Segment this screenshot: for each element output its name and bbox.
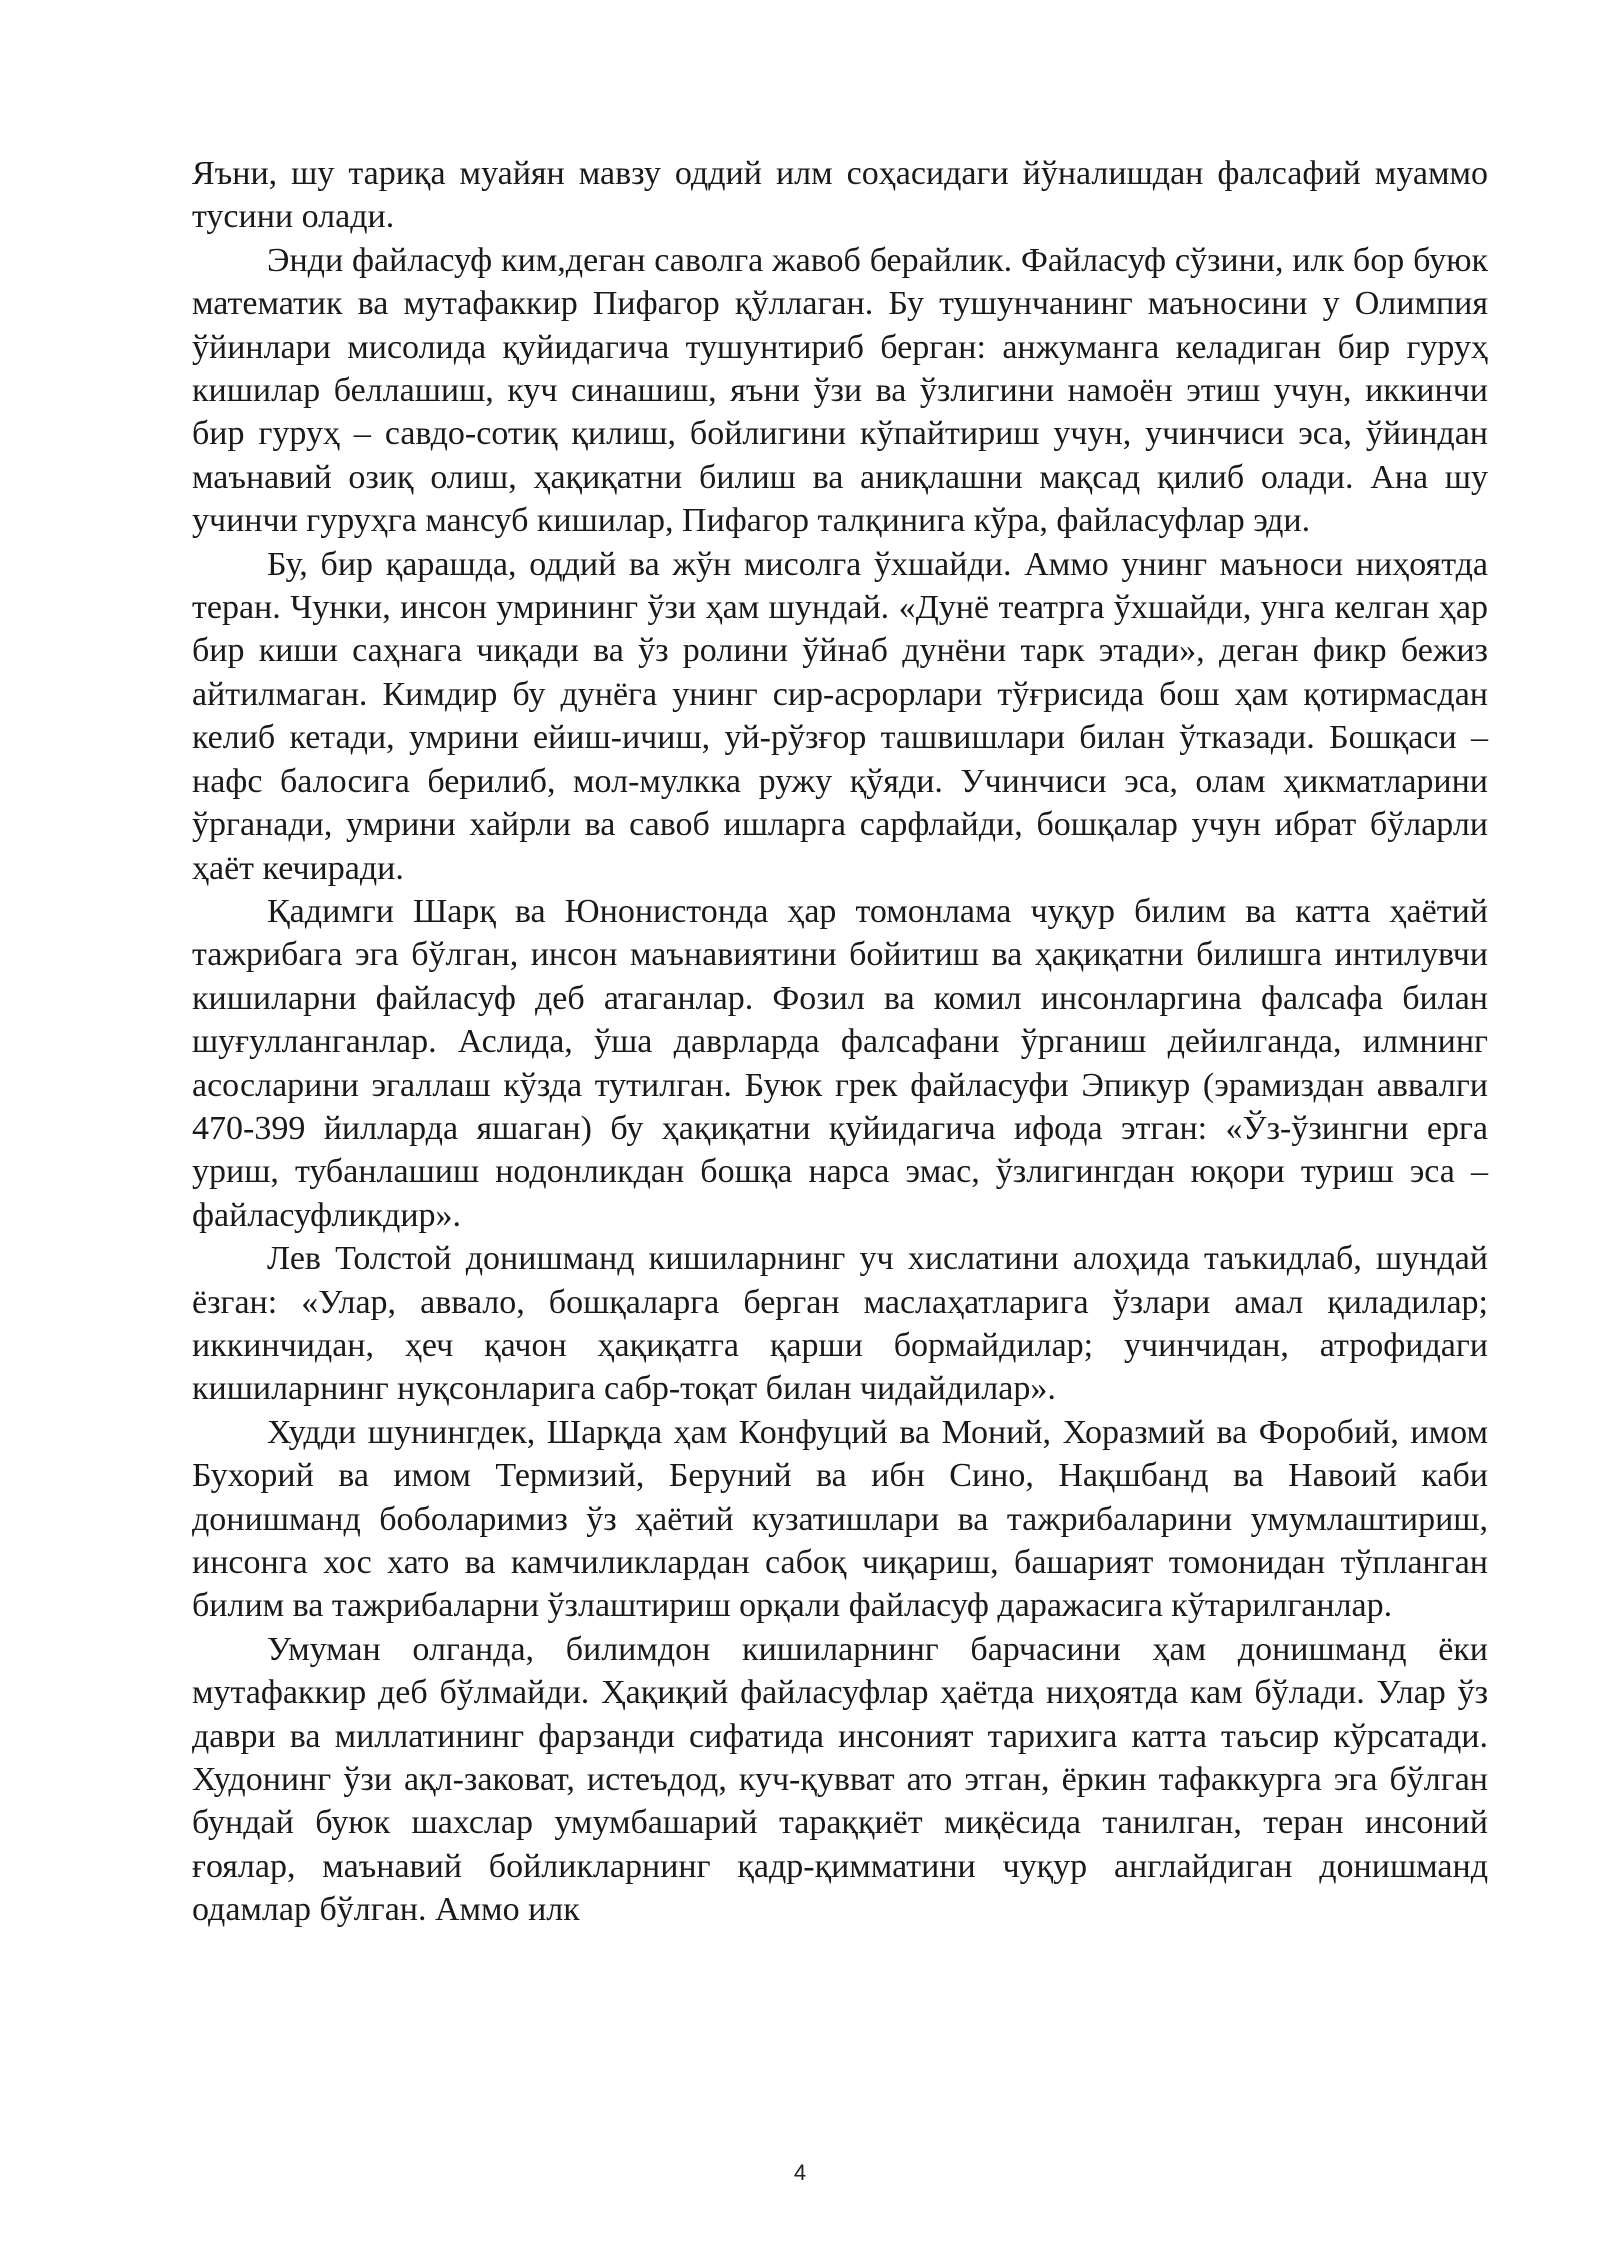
page-number: 4 bbox=[793, 2160, 807, 2185]
paragraph-2: Энди файласуф ким,деган саволга жавоб берайлик. Файласуф сўзини, илк бор буюк математик ва мутафаккир Пифагор қўллаган. Бу тушунчанинг маъносини у Олимпия ўйинлари мисолида қуйидагича тушунтириб берган: анжуманга келадиган бир гуруҳ кишилар беллашиш, куч синашиш, яъни ўзи ва ўзлигини намоён этиш учун, иккинчи бир гуруҳ – савдо-сотиқ қилиш, бойлигини кўпайтириш учун, учинчиси эса, ўйиндан маънавий озиқ олиш, ҳақиқатни билиш ва аниқлашни мақсад қилиб олади. Ана шу учинчи гуруҳга мансуб кишилар, Пифагор талқинига кўра, файласуфлар эди. bbox=[192, 241, 1488, 540]
paragraph-3: Бу, бир қарашда, оддий ва жўн мисолга ўхшайди. Аммо унинг маъноси ниҳоятда теран. Чунки, инсон умрининг ўзи ҳам шундай. «Дунё театрга ўхшайди, унга келган ҳар бир киши саҳнага чиқади ва ўз ролини ўйнаб дунёни тарк этади», деган фикр бежиз айтилмаган. Кимдир бу дунёга унинг сир-асрорлари тўғрисида бош ҳам қотирмасдан келиб кетади, умрини ейиш-ичиш, уй-рўзғор ташвишлари билан ўтказади. Бошқаси – нафс балосига берилиб, мол-мулкка ружу қўяди. Учинчиси эса, олам ҳикматларини ўрганади, умрини хайрли ва савоб ишларга сарфлайди, бошқалар учун ибрат бўларли ҳаёт кечиради. bbox=[192, 545, 1488, 887]
paragraph-7: Умуман олганда, билимдон кишиларнинг барчасини ҳам донишманд ёки мутафаккир деб бўлмайди. Ҳақиқий файласуфлар ҳаётда ниҳоятда кам бўлади. Улар ўз даври ва миллатининг фарзанди сифатида инсоният тарихига катта таъсир кўрсатади. Худонинг ўзи ақл-заковат, истеъдод, куч-қувват ато этган, ёркин тафаккурга эга бўлган бундай буюк шахслар умумбашарий тараққиёт миқёсида танилган, теран инсоний ғоялар, маънавий бойликларнинг қадр-қимматини чуқур англайдиган донишманд одамлар бўлган. Аммо илк bbox=[192, 1630, 1488, 1929]
paragraph-4: Қадимги Шарқ ва Юнонистонда ҳар томонлама чуқур билим ва катта ҳаётий тажрибага эга бўлган, инсон маънавиятини бойитиш ва ҳақиқатни билишга интилувчи кишиларни файласуф деб атаганлар. Фозил ва комил инсонларгина фалсафа билан шуғулланганлар. Аслида, ўша даврларда фалсафани ўрганиш дейилганда, илмнинг асосларини эгаллаш кўзда тутилган. Буюк грек файласуфи Эпикур (эрамиздан аввалги 470-399 йилларда яшаган) бу ҳақиқатни қуйидагича ифода этган: «Ўз-ўзингни ерга уриш, тубанлашиш нодонликдан бошқа нарса эмас, ўзлигингдан юқори туриш эса – файласуфликдир». bbox=[192, 892, 1488, 1234]
body-text bbox=[192, 152, 1488, 1932]
paragraph-6: Худди шунингдек, Шарқда ҳам Конфуций ва Моний, Хоразмий ва Форобий, имом Бухорий ва имом Термизий, Беруний ва ибн Сино, Нақшбанд ва Навоий каби донишманд боболаримиз ўз ҳаётий кузатишлари ва тажрибаларини умумлаштириш, инсонга хос хато ва камчиликлардан сабоқ чиқариш, башарият томонидан тўпланган билим ва тажрибаларни ўзлаштириш орқали файласуф даражасига кўтарилганлар. bbox=[192, 1413, 1488, 1625]
paragraph-1: Яъни, шу тариқа муайян мавзу оддий илм соҳасидаги йўналишдан фалсафий муаммо тусини олади. bbox=[192, 155, 1488, 236]
paragraph-5: Лев Толстой донишманд кишиларнинг уч хислатини алоҳида таъкидлаб, шундай ёзган: «Улар, аввало, бошқаларга берган маслаҳатларига ўзлари амал қиладилар; иккинчидан, ҳеч қачон ҳақиқатга қарши бормайдилар; учинчидан, атрофидаги кишиларнинг нуқсонларига сабр-тоқат билан чидайдилар». bbox=[192, 1240, 1488, 1408]
